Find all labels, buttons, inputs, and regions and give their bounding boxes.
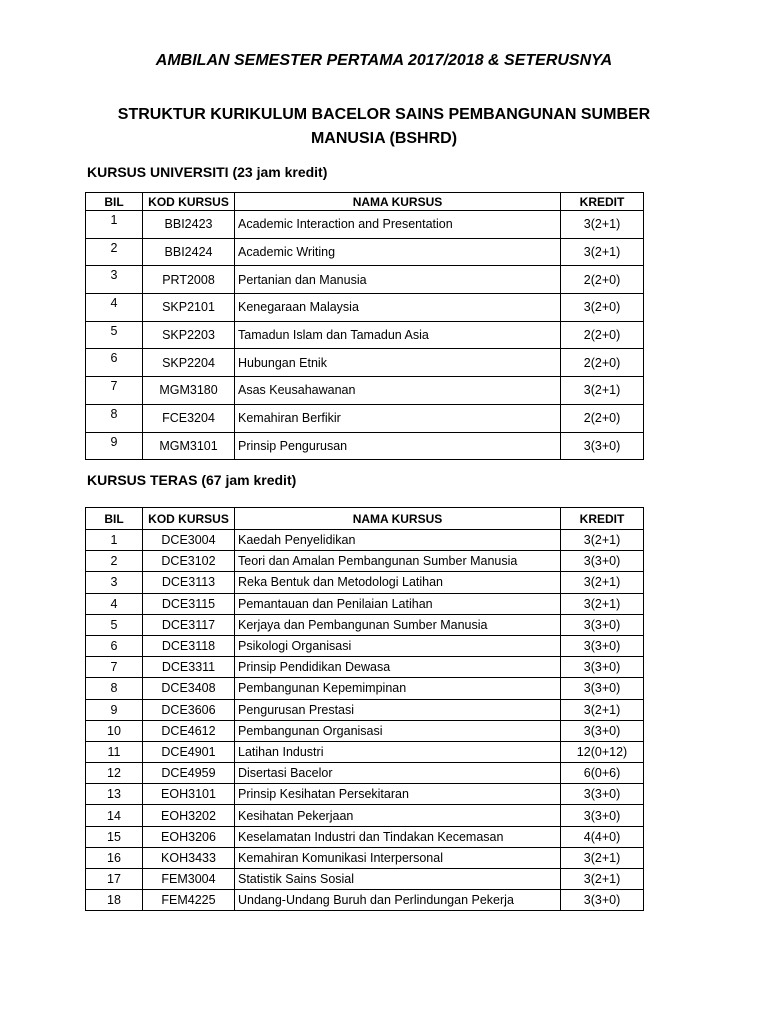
cell-bil: 8 xyxy=(86,404,143,432)
cell-kod-kursus: EOH3206 xyxy=(143,826,235,847)
cell-nama-kursus: Latihan Industri xyxy=(235,741,561,762)
table-kursus-teras xyxy=(85,507,644,911)
cell-nama-kursus: Kemahiran Komunikasi Interpersonal xyxy=(235,847,561,868)
cell-kod-kursus: KOH3433 xyxy=(143,847,235,868)
cell-nama-kursus: Pertanian dan Manusia xyxy=(235,266,561,294)
table-row xyxy=(86,266,644,294)
cell-kredit: 3(2+1) xyxy=(561,377,644,405)
column-header-bil: BIL xyxy=(86,508,143,530)
cell-bil: 4 xyxy=(86,294,143,322)
cell-kod-kursus: SKP2203 xyxy=(143,321,235,349)
cell-nama-kursus: Prinsip Pengurusan xyxy=(235,432,561,460)
cell-bil: 6 xyxy=(86,349,143,377)
cell-kod-kursus: EOH3202 xyxy=(143,805,235,826)
cell-kredit: 3(3+0) xyxy=(561,432,644,460)
cell-kod-kursus: MGM3101 xyxy=(143,432,235,460)
cell-nama-kursus: Prinsip Pendidikan Dewasa xyxy=(235,657,561,678)
table-row xyxy=(86,678,644,699)
table-header-row xyxy=(86,193,644,211)
section-title-universiti: KURSUS UNIVERSITI (23 jam kredit) xyxy=(87,164,328,180)
cell-kredit: 3(2+1) xyxy=(561,869,644,890)
table-row xyxy=(86,805,644,826)
cell-kredit: 12(0+12) xyxy=(561,741,644,762)
cell-bil: 2 xyxy=(86,551,143,572)
cell-bil: 11 xyxy=(86,741,143,762)
cell-kredit: 3(3+0) xyxy=(561,678,644,699)
cell-kod-kursus: DCE4959 xyxy=(143,763,235,784)
cell-kod-kursus: FEM3004 xyxy=(143,869,235,890)
cell-nama-kursus: Academic Writing xyxy=(235,238,561,266)
cell-bil: 14 xyxy=(86,805,143,826)
cell-bil: 4 xyxy=(86,593,143,614)
cell-kredit: 2(2+0) xyxy=(561,404,644,432)
column-header-kredit: KREDIT xyxy=(561,508,644,530)
cell-nama-kursus: Kenegaraan Malaysia xyxy=(235,294,561,322)
cell-bil: 8 xyxy=(86,678,143,699)
cell-nama-kursus: Statistik Sains Sosial xyxy=(235,869,561,890)
cell-nama-kursus: Pengurusan Prestasi xyxy=(235,699,561,720)
table-row xyxy=(86,530,644,551)
cell-bil: 10 xyxy=(86,720,143,741)
table-row xyxy=(86,763,644,784)
cell-kod-kursus: DCE4901 xyxy=(143,741,235,762)
cell-nama-kursus: Prinsip Kesihatan Persekitaran xyxy=(235,784,561,805)
cell-kredit: 3(2+1) xyxy=(561,593,644,614)
cell-bil: 1 xyxy=(86,211,143,239)
table-row xyxy=(86,657,644,678)
cell-kod-kursus: DCE3102 xyxy=(143,551,235,572)
column-header-kod-kursus: KOD KURSUS xyxy=(143,508,235,530)
intake-title: AMBILAN SEMESTER PERTAMA 2017/2018 & SETERUSNYA xyxy=(155,52,613,69)
cell-bil: 3 xyxy=(86,572,143,593)
table-row xyxy=(86,551,644,572)
table-row xyxy=(86,614,644,635)
table-row xyxy=(86,321,644,349)
cell-bil: 9 xyxy=(86,699,143,720)
section-title-teras: KURSUS TERAS (67 jam kredit) xyxy=(87,472,297,488)
table-row xyxy=(86,572,644,593)
cell-kod-kursus: DCE3408 xyxy=(143,678,235,699)
cell-kod-kursus: DCE4612 xyxy=(143,720,235,741)
cell-kod-kursus: SKP2101 xyxy=(143,294,235,322)
cell-kod-kursus: SKP2204 xyxy=(143,349,235,377)
table-row xyxy=(86,593,644,614)
cell-bil: 18 xyxy=(86,890,143,911)
cell-kredit: 3(2+1) xyxy=(561,530,644,551)
column-header-kredit: KREDIT xyxy=(561,193,644,211)
cell-nama-kursus: Hubungan Etnik xyxy=(235,349,561,377)
cell-bil: 7 xyxy=(86,377,143,405)
table-row xyxy=(86,294,644,322)
cell-kredit: 3(2+1) xyxy=(561,572,644,593)
cell-bil: 7 xyxy=(86,657,143,678)
cell-nama-kursus: Kemahiran Berfikir xyxy=(235,404,561,432)
column-header-nama-kursus: NAMA KURSUS xyxy=(235,193,561,211)
cell-kredit: 3(2+1) xyxy=(561,699,644,720)
cell-nama-kursus: Keselamatan Industri dan Tindakan Kecemasan xyxy=(235,826,561,847)
column-header-bil: BIL xyxy=(86,193,143,211)
cell-kredit: 3(3+0) xyxy=(561,720,644,741)
cell-bil: 15 xyxy=(86,826,143,847)
cell-kredit: 3(3+0) xyxy=(561,635,644,656)
table-row xyxy=(86,826,644,847)
cell-kod-kursus: DCE3113 xyxy=(143,572,235,593)
cell-kod-kursus: FEM4225 xyxy=(143,890,235,911)
cell-bil: 13 xyxy=(86,784,143,805)
cell-kod-kursus: DCE3115 xyxy=(143,593,235,614)
cell-bil: 6 xyxy=(86,635,143,656)
table-row xyxy=(86,890,644,911)
cell-nama-kursus: Psikologi Organisasi xyxy=(235,635,561,656)
cell-kod-kursus: BBI2424 xyxy=(143,238,235,266)
cell-kredit: 3(3+0) xyxy=(561,890,644,911)
column-header-nama-kursus: NAMA KURSUS xyxy=(235,508,561,530)
table-row xyxy=(86,741,644,762)
cell-kod-kursus: BBI2423 xyxy=(143,211,235,239)
table-header-row xyxy=(86,508,644,530)
cell-bil: 9 xyxy=(86,432,143,460)
cell-kredit: 3(2+0) xyxy=(561,294,644,322)
cell-bil: 5 xyxy=(86,321,143,349)
table-row xyxy=(86,847,644,868)
cell-kredit: 3(3+0) xyxy=(561,805,644,826)
cell-kredit: 6(0+6) xyxy=(561,763,644,784)
cell-kod-kursus: MGM3180 xyxy=(143,377,235,405)
table-row xyxy=(86,404,644,432)
cell-nama-kursus: Pembangunan Kepemimpinan xyxy=(235,678,561,699)
cell-nama-kursus: Pembangunan Organisasi xyxy=(235,720,561,741)
cell-kod-kursus: FCE3204 xyxy=(143,404,235,432)
cell-kredit: 3(3+0) xyxy=(561,551,644,572)
cell-nama-kursus: Undang-Undang Buruh dan Perlindungan Pekerja xyxy=(235,890,561,911)
cell-kod-kursus: PRT2008 xyxy=(143,266,235,294)
cell-nama-kursus: Academic Interaction and Presentation xyxy=(235,211,561,239)
cell-nama-kursus: Kesihatan Pekerjaan xyxy=(235,805,561,826)
cell-nama-kursus: Reka Bentuk dan Metodologi Latihan xyxy=(235,572,561,593)
cell-bil: 17 xyxy=(86,869,143,890)
cell-nama-kursus: Kaedah Penyelidikan xyxy=(235,530,561,551)
table-row xyxy=(86,699,644,720)
cell-bil: 2 xyxy=(86,238,143,266)
curriculum-title: STRUKTUR KURIKULUM BACELOR SAINS PEMBANGUNAN SUMBER MANUSIA (BSHRD) xyxy=(117,106,651,147)
cell-kod-kursus: DCE3118 xyxy=(143,635,235,656)
table-row xyxy=(86,211,644,239)
table-row xyxy=(86,432,644,460)
cell-bil: 12 xyxy=(86,763,143,784)
cell-bil: 16 xyxy=(86,847,143,868)
table-row xyxy=(86,635,644,656)
cell-nama-kursus: Disertasi Bacelor xyxy=(235,763,561,784)
cell-kredit: 2(2+0) xyxy=(561,349,644,377)
cell-kod-kursus: DCE3311 xyxy=(143,657,235,678)
cell-kredit: 2(2+0) xyxy=(561,266,644,294)
cell-kredit: 2(2+0) xyxy=(561,321,644,349)
table-row xyxy=(86,720,644,741)
cell-nama-kursus: Pemantauan dan Penilaian Latihan xyxy=(235,593,561,614)
cell-kod-kursus: EOH3101 xyxy=(143,784,235,805)
cell-kod-kursus: DCE3117 xyxy=(143,614,235,635)
table-row xyxy=(86,238,644,266)
cell-kredit: 3(3+0) xyxy=(561,657,644,678)
column-header-kod-kursus: KOD KURSUS xyxy=(143,193,235,211)
table-row xyxy=(86,869,644,890)
table-row xyxy=(86,349,644,377)
cell-bil: 3 xyxy=(86,266,143,294)
cell-kod-kursus: DCE3004 xyxy=(143,530,235,551)
cell-nama-kursus: Asas Keusahawanan xyxy=(235,377,561,405)
cell-nama-kursus: Tamadun Islam dan Tamadun Asia xyxy=(235,321,561,349)
cell-kredit: 3(3+0) xyxy=(561,614,644,635)
table-kursus-universiti xyxy=(85,192,644,460)
cell-kredit: 3(3+0) xyxy=(561,784,644,805)
table-row xyxy=(86,377,644,405)
cell-kredit: 3(2+1) xyxy=(561,211,644,239)
cell-bil: 1 xyxy=(86,530,143,551)
cell-kredit: 3(2+1) xyxy=(561,847,644,868)
cell-kredit: 4(4+0) xyxy=(561,826,644,847)
cell-kod-kursus: DCE3606 xyxy=(143,699,235,720)
cell-bil: 5 xyxy=(86,614,143,635)
cell-nama-kursus: Kerjaya dan Pembangunan Sumber Manusia xyxy=(235,614,561,635)
cell-kredit: 3(2+1) xyxy=(561,238,644,266)
table-row xyxy=(86,784,644,805)
cell-nama-kursus: Teori dan Amalan Pembangunan Sumber Manusia xyxy=(235,551,561,572)
